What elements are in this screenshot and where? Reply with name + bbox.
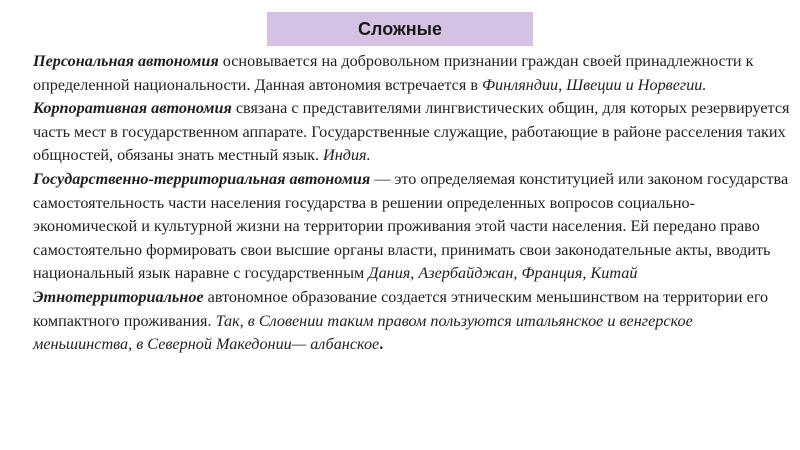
item-term: Корпоративная автономия xyxy=(33,99,232,118)
item-text: связана с представителями лингвистических общин, для которых резервируется часть мест в государственном аппарате. Государственные служащие, работающие в районе расселения таких общностей, обязаны знать местный язык. xyxy=(33,99,790,165)
bullet-icon xyxy=(12,97,26,121)
item-text: — это определяемая конституцией или законом государства самостоятельность части населения государства в решении определенных вопросов социально-экономической и культурной жизни на территории проживания этой части населения. Ей передано право самостоятельно формировать свои высшие органы власти, принимать свои законодательные акты, вводить национальный язык наравне с государственным xyxy=(33,169,789,283)
item-text: автономное образование создается этническим меньшинством на территории его компактного проживания. xyxy=(33,287,769,330)
item-example: Финляндии, Швеции и Норвегии. xyxy=(482,75,707,94)
list-item-state-territorial-autonomy xyxy=(12,168,792,286)
item-example: Дания, Азербайджан, Франция, Китай xyxy=(368,264,638,283)
bullet-icon xyxy=(12,50,26,74)
item-term: Государственно-территориальная автономия xyxy=(33,169,371,188)
slide-title: Сложные xyxy=(358,18,442,39)
list-item-corporate-autonomy xyxy=(12,97,792,168)
bullet-icon xyxy=(12,286,26,310)
item-text: основывается на добровольном признании граждан своей принадлежности к определенной национальности. Данная автономия встречается в xyxy=(33,52,754,94)
bullet-list xyxy=(12,50,792,357)
list-item-personal-autonomy xyxy=(12,50,792,97)
bullet-icon xyxy=(12,168,26,192)
item-term: Персональная автономия xyxy=(33,52,219,70)
item-example: Так, в Словении таким правом пользуются итальянское и венгерское меньшинства, в Северной Македонии— албанское xyxy=(33,311,693,354)
item-example: Индия. xyxy=(323,146,371,165)
list-item-ethno-territorial xyxy=(12,286,792,357)
item-term: Этнотерриториальное xyxy=(33,287,204,306)
title-box xyxy=(267,12,533,46)
item-tail: . xyxy=(379,335,384,354)
